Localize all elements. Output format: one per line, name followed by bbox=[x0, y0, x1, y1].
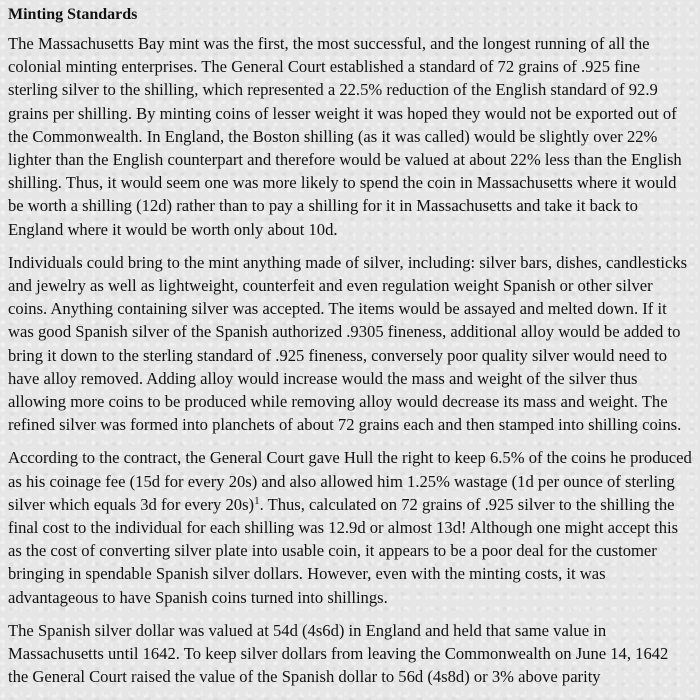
section-heading: Minting Standards bbox=[8, 6, 138, 23]
paragraph-mint-standard: The Massachusetts Bay mint was the first, the most successful, and the longest running of all the colonial minting enterprises. The General Court established a standard of 72 grains of .925 fine sterling silver to the shilling, which represented a 22.5% reduction of the English standard of 92.9 grains per shilling. By minting coins of lesser weight it was hoped they would not be exported out of the Commonwealth. In England, the Boston shilling (as it was called) would be slightly over 22% lighter than the English counterpart and therefore would be valued at about 22% less than the English shilling. Thus, it would seem one was more likely to spend the coin in Massachusetts where it would be worth a shilling (12d) rather than to pay a shilling for it in Massachusetts and take it back to England where it would be worth only about 10d. bbox=[8, 34, 682, 239]
footnote-reference[interactable]: 1 bbox=[254, 494, 260, 507]
paragraph-spanish-dollar: The Spanish silver dollar was valued at 54d (4s6d) in England and held that same value in Massachusetts until 1642. To keep silver dollars from leaving the Commonwealth on June 14, 1642 the General Court raised the value of the Spanish dollar to 56d (4s8d) or 3% above parity bbox=[8, 620, 669, 687]
coinage-fee-text-part1: According to the contract, the General Court gave Hull the right to keep 6.5% of the coins he produced as his coinage fee (15d for every 20s) and also allowed him 1.25% wastage (1d per ounce of sterling silver which equals 3d for every 20s) bbox=[8, 448, 692, 514]
coinage-fee-text-part2: . Thus, calculated on 72 grains of .925 silver to the shilling the final cost to the individual for each shilling was 12.9d or almost 13d! Although one might accept this as the cost of converting silver plate into usable coin, it appears to be a poor deal for the customer bringing in spendable Spanish silver dollars. However, even with the minting costs, it was advantageous to have Spanish coins turned into shillings. bbox=[8, 494, 679, 607]
paragraph-coinage-fee bbox=[8, 446, 692, 608]
paragraph-silver-sources: Individuals could bring to the mint anything made of silver, including: silver bars, dishes, candlesticks and jewelry as well as lightweight, counterfeit and even regulation weight Spanish or other silver coins. Anything containing silver was accepted. The items would be assayed and melted down. If it was good Spanish silver of the Spanish authorized .9305 fineness, additional alloy would be added to bring it down to the sterling standard of .925 fineness, conversely poor quality silver would need to have alloy removed. Adding alloy would increase would the mass and weight of the silver thus allowing more coins to be produced while removing alloy would decrease its mass and weight. The refined silver was formed into planchets of about 72 grains each and then stamped into shilling coins. bbox=[8, 252, 688, 435]
